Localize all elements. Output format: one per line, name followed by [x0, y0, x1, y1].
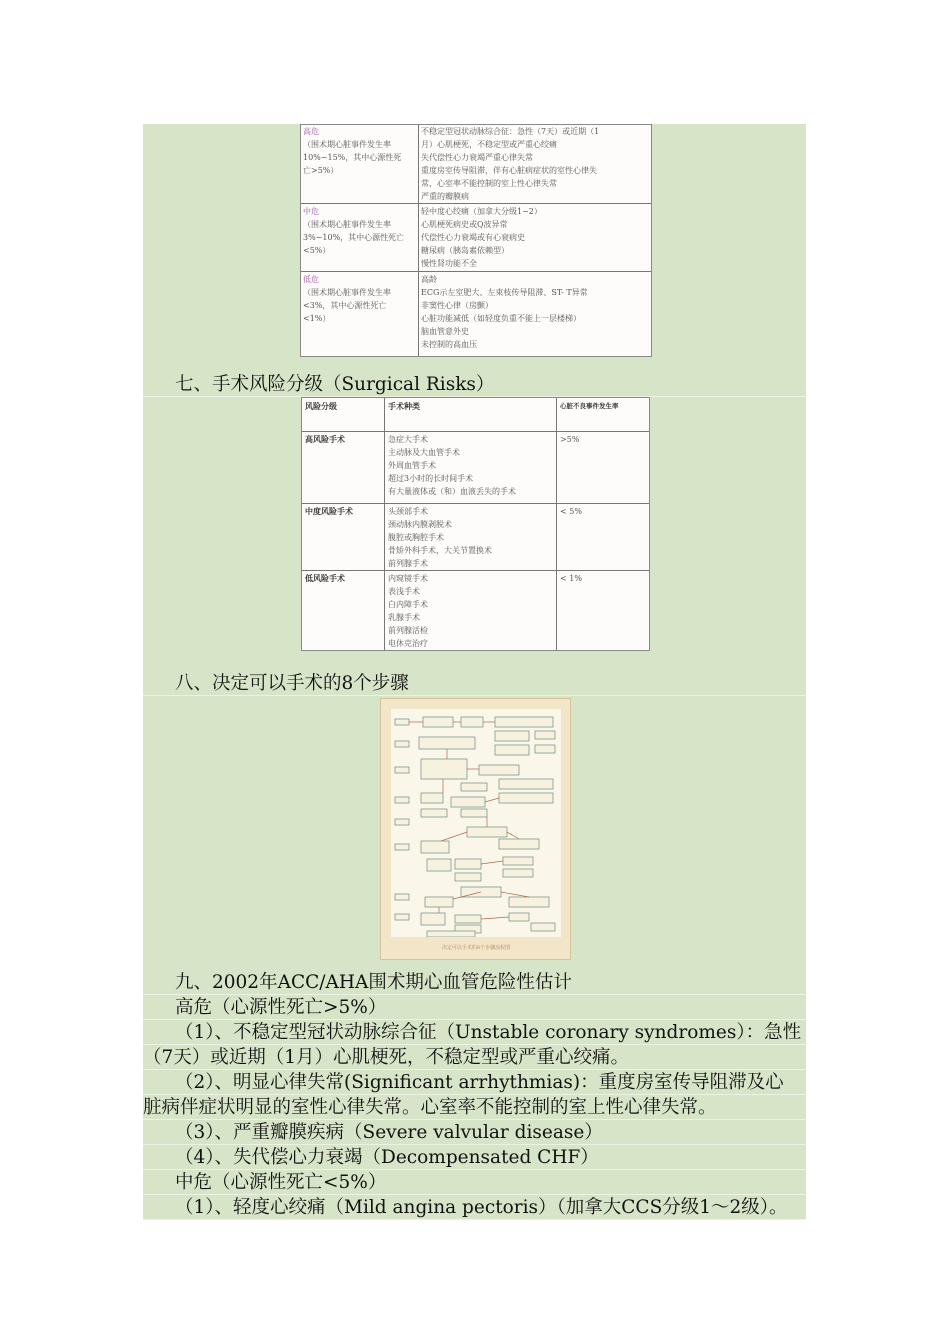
high-risk-item-3: （3）、严重瓣膜疾病（Severe valvular disease） — [143, 1121, 806, 1145]
cardiac-risk-table-image — [300, 124, 652, 357]
table-row-level: 中度风险手术 — [305, 506, 353, 516]
medium-risk-heading: 中危（心源性死亡<5%） — [143, 1171, 806, 1195]
header-event-rate: 心脏不良事件发生率 — [560, 402, 619, 410]
table-row-rate: >5% — [560, 435, 580, 444]
risk-row-medium: 中危 （围术期心脏事件发生率 3%~10%，其中心源性死亡 <5%） — [303, 205, 416, 271]
risk-row-low: 低危 （围术期心脏事件发生率 <3%，其中心源性死亡 <1%） — [303, 273, 416, 355]
risk-conditions: 轻中度心绞痛（加拿大分级1~2） 心肌梗死病史或Q波异常 代偿性心力衰竭或有心衰病史 糖尿病（胰岛素依赖型） 慢性肾功能不全 — [421, 207, 542, 268]
surgical-risk-table-image — [301, 397, 650, 651]
high-risk-item-2-line-1: （2）、明显心律失常(Significant arrhythmias)：重度房室传导阻滞及心 — [143, 1071, 806, 1095]
risk-category: 低危 — [303, 275, 319, 284]
high-risk-item-4: （4）、失代偿心力衰竭（Decompensated CHF） — [143, 1146, 806, 1170]
header-risk-level: 风险分级 — [305, 401, 337, 411]
table-row-rate: < 5% — [560, 507, 582, 516]
high-risk-heading: 高危（心源性死亡>5%） — [143, 996, 806, 1020]
risk-category: 高危 — [303, 127, 319, 136]
section-heading-acc-aha: 九、2002年ACC/AHA围术期心血管危险性估计 — [143, 971, 806, 995]
table-row-level: 低风险手术 — [305, 573, 345, 583]
table-row-rate: < 1% — [560, 574, 582, 583]
flowchart-caption: 决定可以手术的8个步骤流程图 — [441, 945, 511, 951]
header-surgery-type: 手术种类 — [388, 401, 420, 411]
table-row-types: 内窥镜手术 表浅手术 白内障手术 乳腺手术 前列腺活检 电休克治疗 — [388, 574, 428, 648]
section-heading-surgical-risks: 七、手术风险分级（Surgical Risks） — [143, 373, 806, 397]
risk-conditions: 高龄 ECG示左室肥大、左束枝传导阻滞、ST- T异常 非窦性心律（房颤） 心脏功能减低（如轻度负重不能上一层楼梯） 脑血管意外史 未控制的高血压 — [421, 275, 588, 349]
table-row-types: 头颈部手术 颈动脉内膜剥脱术 腹腔或胸腔手术 骨矫外科手术，大关节置换术 前列腺手术 — [388, 507, 492, 568]
high-risk-item-1-line-1: （1）、不稳定型冠状动脉综合征（Unstable coronary syndromes）：急性 — [143, 1021, 806, 1045]
flowchart-diagram — [391, 709, 561, 937]
risk-conditions: 不稳定型冠状动脉综合征：急性（7天）或近期（1 月）心肌梗死，不稳定型或严重心绞痛 失代偿性心力衰竭严重心律失常 重度房室传导阻滞，伴有心脏病症状的室性心律失 常，心室率不能控制的室上性心律失常 严重的瓣膜病 — [421, 127, 600, 201]
eight-steps-flowchart-image — [380, 698, 571, 960]
medium-risk-item-1: （1）、轻度心绞痛（Mild angina pectoris）（加拿大CCS分级1～2级）。 — [143, 1196, 806, 1220]
high-risk-item-2-line-2: 脏病伴症状明显的室性心律失常。心室率不能控制的室上性心律失常。 — [143, 1096, 806, 1120]
risk-row-high: 高危 （围术期心脏事件发生率 10%~15%，其中心源性死 亡>5%） — [303, 125, 416, 203]
table-row-level: 高风险手术 — [305, 434, 345, 444]
section-heading-8-steps: 八、决定可以手术的8个步骤 — [143, 672, 806, 696]
risk-category: 中危 — [303, 207, 319, 216]
high-risk-item-1-line-2: （7天）或近期（1月）心肌梗死，不稳定型或严重心绞痛。 — [143, 1046, 806, 1070]
table-row-types: 急症大手术 主动脉及大血管手术 外周血管手术 超过3小时的长时间手术 有大量液体或（和）血液丢失的手术 — [388, 435, 516, 496]
